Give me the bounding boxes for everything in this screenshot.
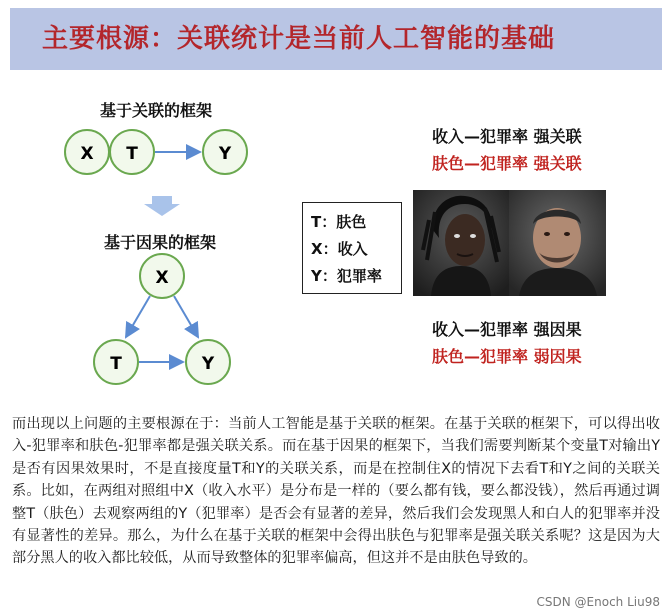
page-title: 主要根源：关联统计是当前人工智能的基础 — [42, 24, 556, 54]
skin-crime-assoc-label: 肤色—犯罪率 强关联 — [432, 154, 582, 173]
down-arrow-icon — [144, 196, 180, 216]
assoc-node-t — [110, 130, 154, 174]
assoc-node-x-label: X — [80, 144, 94, 164]
watermark: CSDN @Enoch Liu98 — [536, 595, 660, 609]
income-crime-causal-label: 收入—犯罪率 强因果 — [432, 320, 582, 339]
legend-x: X：收入 — [311, 240, 368, 258]
causal-node-y — [186, 340, 230, 384]
causal-node-x — [140, 254, 184, 298]
legend-t: T：肤色 — [311, 213, 367, 231]
income-crime-assoc-label: 收入—犯罪率 强关联 — [432, 127, 582, 146]
causal-arrow-x-y — [174, 296, 198, 337]
causal-node-y-label: Y — [201, 354, 215, 374]
variable-legend — [302, 202, 402, 294]
portrait-photo-2 — [509, 190, 606, 296]
assoc-node-x — [65, 130, 109, 174]
causal-node-t — [94, 340, 138, 384]
assoc-node-t-label: T — [126, 144, 138, 164]
legend-y: Y：犯罪率 — [311, 267, 382, 285]
assoc-node-y — [203, 130, 247, 174]
assoc-node-y-label: Y — [218, 144, 232, 164]
causal-node-t-label: T — [110, 354, 122, 374]
causal-framework-title: 基于因果的框架 — [104, 233, 217, 252]
portrait-photo-1 — [413, 190, 509, 296]
causal-node-x-label: X — [155, 268, 169, 288]
causal-arrow-x-t — [126, 296, 150, 337]
skin-crime-causal-label: 肤色—犯罪率 弱因果 — [432, 347, 582, 366]
explanation-paragraph: 而出现以上问题的主要根源在于：当前人工智能是基于关联的框架。在基于关联的框架下，可以得出收入-犯罪率和肤色-犯罪率都是强关联关系。而在基于因果的框架下，当我们需要判断某个变量T对输出Y是否有因果效果时，不是直接度量T和Y的关联关系，而是在控制住X的情况下去看T和Y之间的关联关系。比如，在两组对照组中X（收入水平）是分布是一样的（要么都有钱，要么都没钱），然后再通过调整T（肤色）去观察两组的Y（犯罪率）是否会有显著的差异，然后我们会发现黑人和白人的犯罪率并没有显著性的差异。那么，为什么在基于关联的框架中会得出肤色与犯罪率是强关联关系呢？这是因为大部分黑人的收入都比较低，从而导致整体的犯罪率偏高，但这并不是由肤色导致的。 — [12, 416, 660, 567]
assoc-framework-title: 基于关联的框架 — [100, 101, 213, 120]
